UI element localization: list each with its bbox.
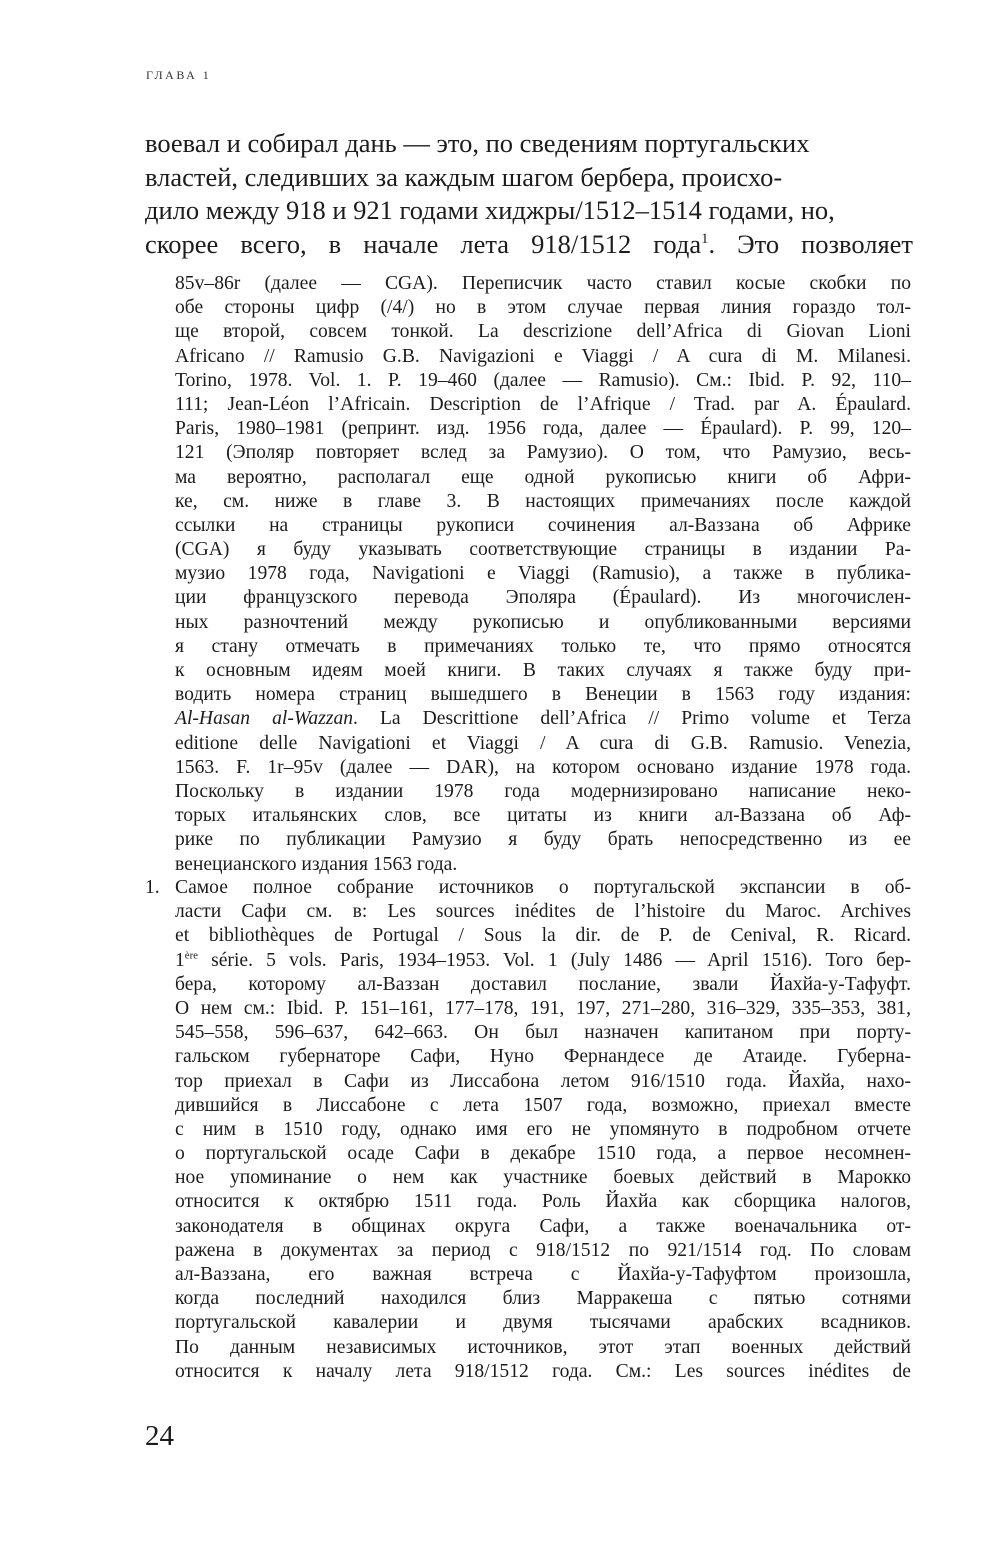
footnote-line: 1ère série. 5 vols. Paris, 1934–1953. Vol. 1 (July 1486 — April 1516). Того бер- [175, 949, 911, 971]
text-line [145, 228, 913, 262]
footnote-line: законодателя в общинах округа Сафи, а также военачальника от- [175, 1215, 911, 1237]
page-number: 24 [145, 1420, 174, 1452]
footnote-line: Самое полное собрание источников о португальской экспансии в об- [175, 877, 911, 898]
footnote-line: обе стороны цифр (/4/) но в этом случае первая линия гораздо тол- [175, 297, 911, 319]
footnote-line: относится к началу лета 918/1512 года. См.: Les sources inédites de [175, 1360, 911, 1382]
footnote-line: тор приехал в Сафи из Лиссабона летом 916/1510 года. Йахйа, нахо- [175, 1070, 911, 1092]
footnote-line: водить номера страниц вышедшего в Венеции в 1563 году издания: [175, 684, 911, 706]
footnote-line: когда последний находился близ Марракеша с пятью сотнями [175, 1288, 911, 1310]
text-line-content: дило между 918 и 921 годами хиджры/1512–1514 годами, но, [145, 195, 835, 226]
footnote-line: Al-Hasan al-Wazzan. La Descrittione dell’Africa // Primo volume et Terza [175, 708, 911, 730]
text-line [145, 161, 913, 195]
footnote-line: ласти Сафи см. в: Les sources inédites de l’histoire du Maroc. Archives [175, 901, 911, 923]
footnote-line: editione delle Navigationi et Viaggi / A cura di G.B. Ramusio. Venezia, [175, 732, 911, 754]
text-line-content: . Это позволяет [708, 229, 913, 260]
footnote-line: ал-Ваззана, его важная встреча с Йахйа-у-Тафуфтом произошла, [175, 1264, 911, 1285]
footnote-number: 1. [145, 877, 160, 898]
footnote-line: ражена в документах за период с 918/1512 по 921/1514 год. По словам [175, 1239, 911, 1261]
footnote-line: музио 1978 года, Navigationi e Viaggi (Ramusio), а также в публика- [175, 563, 911, 585]
footnote-line: 111; Jean-Léon l’Africain. Description de l’Afrique / Trad. par A. Épaulard. [175, 393, 911, 415]
text-line [145, 194, 913, 228]
running-head: ГЛАВА 1 [146, 68, 212, 82]
footnote-line: 1563. F. 1r–95v (далее — DAR), на котором основано издание 1978 года. [175, 756, 911, 778]
footnote-line: ссылки на страницы рукописи сочинения ал-Ваззана об Африке [175, 514, 911, 536]
footnote-line: венецианского издания 1563 года. [175, 853, 458, 875]
footnote-line: ное упоминание о нем как участнике боевых действий в Марокко [175, 1167, 911, 1189]
footnote-line: По данным независимых источников, этот этап военных действий [175, 1336, 911, 1358]
text-line-content: скорее всего, в начале лета 918/1512 года [145, 229, 702, 260]
text-line-content: властей, следивших за каждым шагом бербера, происхо- [145, 161, 783, 192]
footnote-line: 545–558, 596–637, 642–663. Он был назначен капитаном при порту- [175, 1022, 911, 1044]
footnote-line: португальской кавалерии и двумя тысячами арабских всадников. [175, 1312, 911, 1334]
footnote-line: 121 (Эполяр повторяет вслед за Рамузио). О том, что Рамузио, весь- [175, 442, 911, 464]
main-text [145, 127, 913, 262]
footnote-line: рике по публикации Рамузио я буду брать непосредственно из ее [175, 829, 911, 851]
footnote-line: к основным идеям моей книги. В таких случаях я также буду при- [175, 660, 911, 681]
footnote-line: я стану отмечать в примечаниях только те, что прямо относятся [175, 635, 911, 657]
footnote-line: о португальской осаде Сафи в декабре 1510 года, а первое несомнен- [175, 1143, 911, 1165]
footnote-continued [175, 272, 911, 877]
text-line-content: воевал и собирал дань — это, по сведениям португальских [145, 128, 810, 158]
footnote-line: Поскольку в издании 1978 года модернизировано написание неко- [175, 780, 911, 802]
footnote-line: 85v–86r (далее — CGA). Переписчик часто ставил косые скобки по [175, 273, 911, 294]
footnote-line: ции французского перевода Эполяра (Épaulard). Из многочислен- [175, 587, 911, 609]
footnote-line: относится к октябрю 1511 года. Роль Йахйа как сборщика налогов, [175, 1191, 911, 1213]
footnote-line: бера, которому ал-Ваззан доставил послание, звали Йахйа-у-Тафуфт. [175, 973, 911, 995]
footnote-line: et bibliothèques de Portugal / Sous la dir. de P. de Cenival, R. Ricard. [175, 925, 911, 947]
footnote-line: ке, см. ниже в главе 3. В настоящих примечаниях после каждой [175, 490, 911, 512]
text-line [145, 127, 913, 161]
footnote-line: Torino, 1978. Vol. 1. P. 19–460 (далее — Ramusio). См.: Ibid. P. 92, 110– [175, 369, 911, 391]
footnote-line: с ним в 1510 году, однако имя его не упомянуто в подробном отчете [175, 1118, 911, 1140]
footnote-line: ще второй, совсем тонкой. La descrizione dell’Africa di Giovan Lioni [175, 321, 911, 343]
footnote-line: ма вероятно, располагал еще одной рукописью книги об Афри- [175, 466, 911, 488]
footnote-line: О нем см.: Ibid. P. 151–161, 177–178, 191, 197, 271–280, 316–329, 335–353, 381, [175, 997, 911, 1019]
footnote-line: Africano // Ramusio G.B. Navigazioni e Viaggi / A cura di M. Milanesi. [175, 345, 911, 367]
footnote-line: торых итальянских слов, все цитаты из книги ал-Ваззана об Аф- [175, 805, 911, 827]
footnote-line: гальском губернаторе Сафи, Нуно Фернандесе де Атаиде. Губерна- [175, 1046, 911, 1068]
footnote-marker[interactable]: 1 [701, 231, 709, 248]
footnote-line: Paris, 1980–1981 (репринт. изд. 1956 года, далее — Épaulard). P. 99, 120– [175, 418, 911, 440]
footnote-line: (CGA) я буду указывать соответствующие страницы в издании Ра- [175, 539, 911, 561]
footnote-line: дившийся в Лиссабоне с лета 1507 года, возможно, приехал вместе [175, 1094, 911, 1116]
footnote-1 [175, 876, 911, 1384]
footnote-line: ных разночтений между рукописью и опубликованными версиями [175, 611, 911, 633]
